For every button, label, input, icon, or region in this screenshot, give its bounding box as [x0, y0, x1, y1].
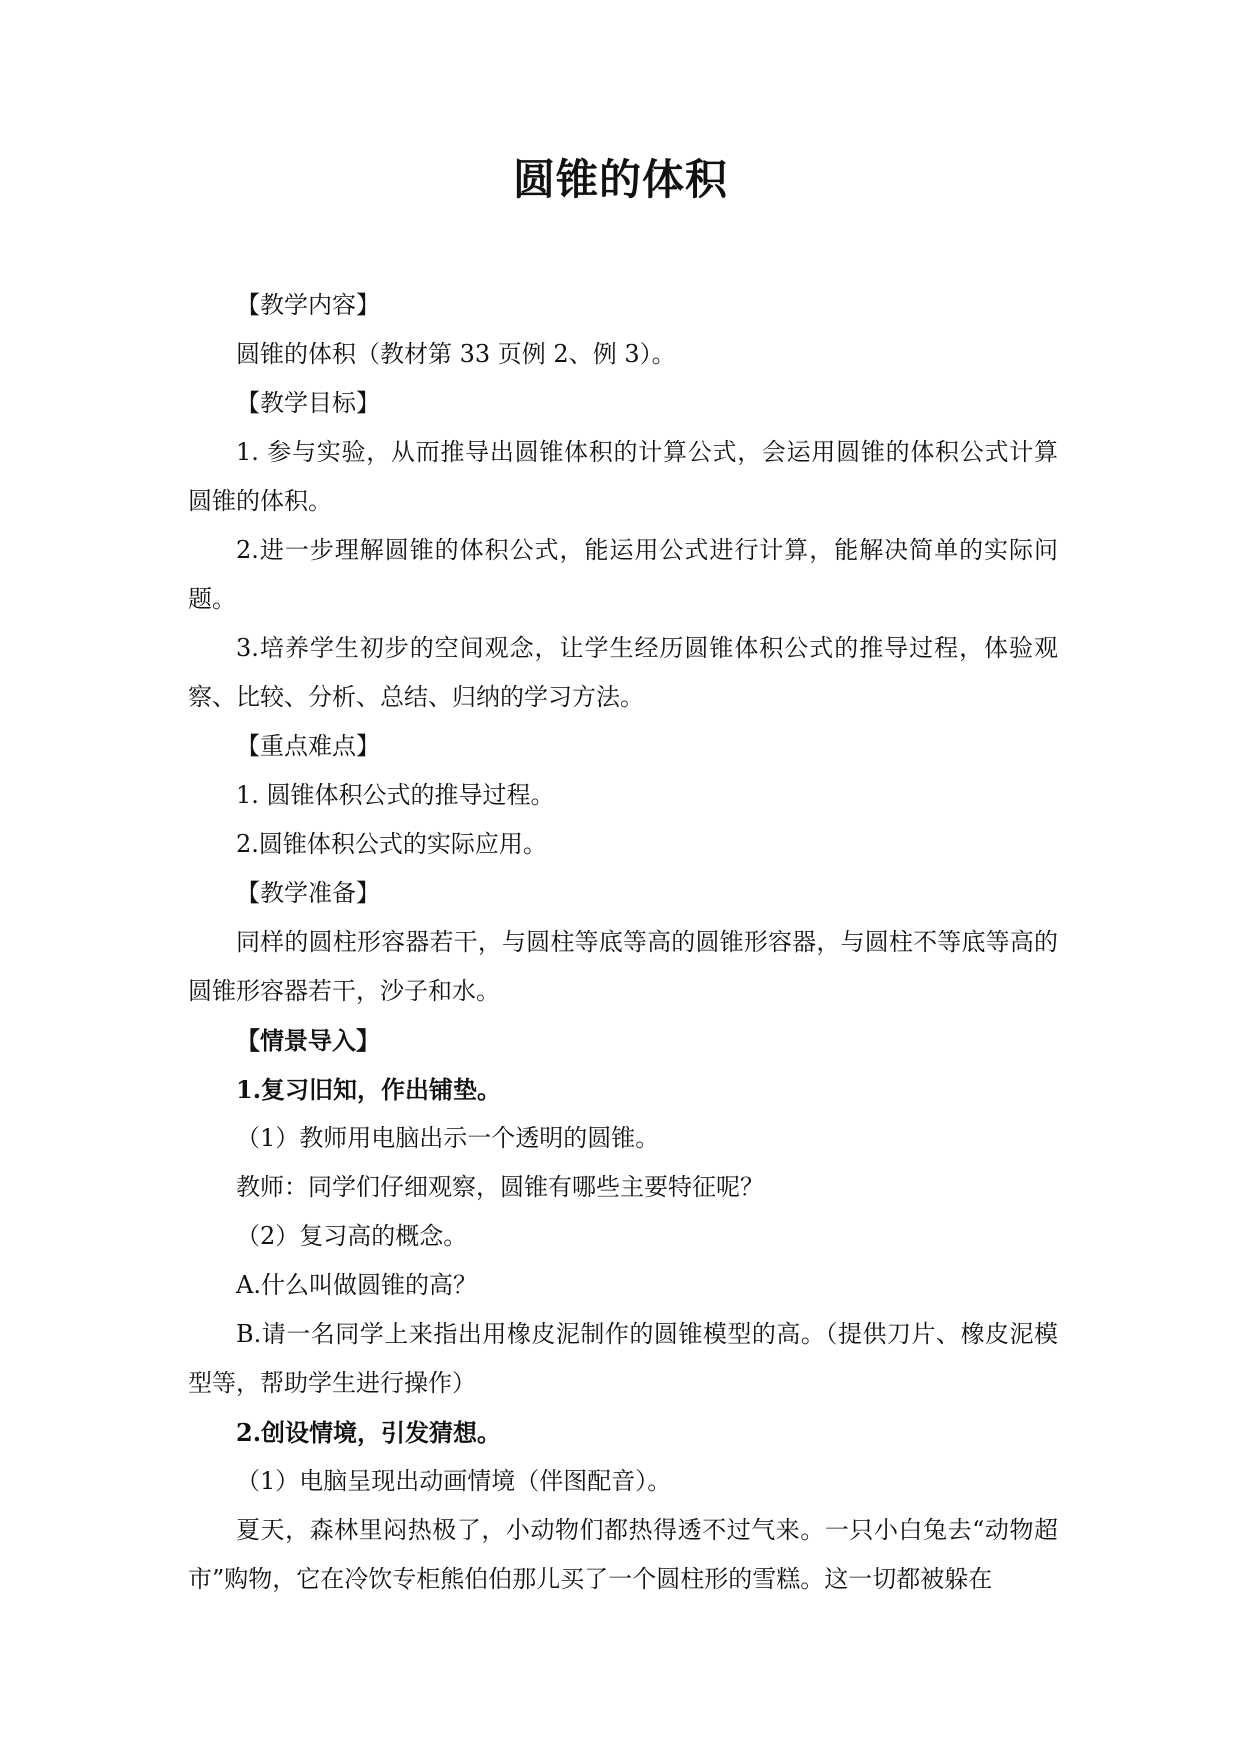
paragraph-step-1-teacher: 教师：同学们仔细观察，圆锥有哪些主要特征呢？ — [236, 1173, 764, 1201]
paragraph-heading-teaching-goals: 【教学目标】 — [236, 389, 380, 417]
paragraph-goal-2: 2.进一步理解圆锥的体积公式，能运用公式进行计算，能解决简单的实际问题。 — [188, 536, 1058, 613]
paragraph-preparation: 同样的圆柱形容器若干，与圆柱等底等高的圆锥形容器，与圆柱不等底等高的圆锥形容器若干，沙子和水。 — [188, 928, 1058, 1005]
paragraph-teaching-content: 圆锥的体积（教材第 33 页例 2、例 3）。 — [236, 340, 676, 368]
paragraph-heading-preparation: 【教学准备】 — [236, 879, 380, 907]
document-title: 圆锥的体积 — [512, 155, 728, 204]
paragraph-step-1-b: B.请一名同学上来指出用橡皮泥制作的圆锥模型的高。（提供刀片、橡皮泥模型等，帮助学生进行操作） — [188, 1320, 1058, 1397]
document-body — [188, 281, 1058, 1604]
paragraph-step-2-story: 夏天，森林里闷热极了，小动物们都热得透不过气来。一只小白兔去“动物超市”购物，它在冷饮专柜熊伯伯那儿买了一个圆柱形的雪糕。这一切都被躲在 — [188, 1516, 1058, 1593]
paragraph-heading-teaching-content: 【教学内容】 — [236, 291, 380, 319]
paragraph-key-point-1: 1. 圆锥体积公式的推导过程。 — [236, 781, 555, 809]
paragraph-step-1-item-1: （1）教师用电脑出示一个透明的圆锥。 — [236, 1124, 660, 1152]
paragraph-step-2-item-1: （1）电脑呈现出动画情境（伴图配音）。 — [236, 1467, 672, 1495]
paragraph-key-point-2: 2.圆锥体积公式的实际应用。 — [236, 830, 547, 858]
paragraph-heading-scenario: 【情景导入】 — [236, 1026, 380, 1055]
paragraph-step-1-item-2: （2）复习高的概念。 — [236, 1222, 468, 1250]
paragraph-goal-1: 1. 参与实验，从而推导出圆锥体积的计算公式，会运用圆锥的体积公式计算圆锥的体积。 — [188, 438, 1058, 515]
paragraph-step-2-title: 2.创设情境，引发猜想。 — [236, 1418, 502, 1447]
paragraph-heading-key-points: 【重点难点】 — [236, 732, 380, 760]
paragraph-step-1-title: 1.复习旧知，作出铺垫。 — [236, 1075, 502, 1104]
paragraph-goal-3: 3.培养学生初步的空间观念，让学生经历圆锥体积公式的推导过程，体验观察、比较、分析、总结、归纳的学习方法。 — [188, 634, 1058, 711]
paragraph-step-1-a: A.什么叫做圆锥的高？ — [236, 1271, 477, 1299]
